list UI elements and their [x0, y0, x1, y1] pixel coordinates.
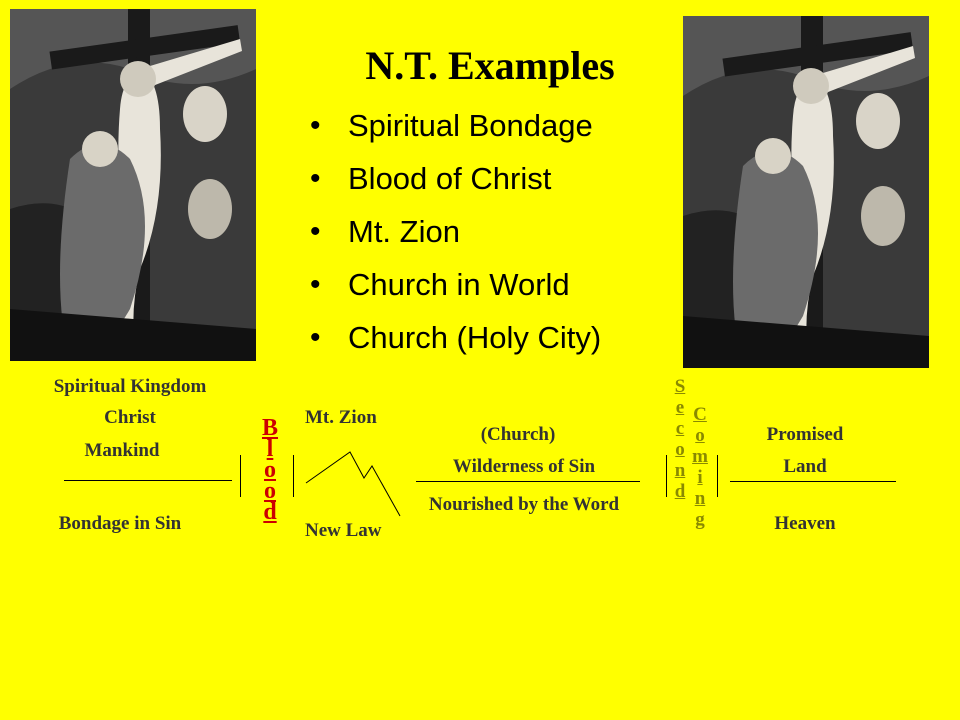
label-land: Land — [783, 456, 827, 477]
bullet-item — [310, 265, 601, 318]
letter: c — [675, 418, 685, 439]
timeline-segment-right — [730, 481, 896, 482]
crucifixion-image-left — [10, 9, 256, 361]
label-bondage-in-sin: Bondage in Sin — [58, 513, 182, 534]
letter: m — [692, 446, 708, 467]
bullet-item — [310, 159, 601, 212]
divider-line — [293, 455, 294, 497]
label-wilderness-of-sin: Wilderness of Sin — [452, 456, 596, 477]
letter: o — [264, 478, 276, 504]
bullet-text: Mt. Zion — [348, 214, 460, 249]
slide-title: N.T. Examples — [365, 43, 615, 88]
letter: g — [695, 509, 705, 530]
bullet-text: Blood of Christ — [348, 161, 552, 196]
letter: S — [674, 376, 686, 397]
label-new-law: New Law — [305, 520, 382, 541]
letter: l — [266, 436, 274, 462]
divider-line — [666, 455, 667, 497]
label-promised: Promised — [766, 424, 844, 445]
letter: o — [264, 457, 276, 483]
label-church: (Church) — [480, 424, 556, 445]
letter: d — [674, 481, 686, 502]
divider-line — [240, 455, 241, 497]
bullet-text: Church (Holy City) — [348, 320, 602, 355]
bullet-list — [310, 106, 601, 371]
bullet-dot-icon: • — [310, 162, 321, 195]
bullet-dot-icon: • — [310, 268, 321, 301]
letter: C — [693, 404, 707, 425]
bullet-text: Church in World — [348, 267, 570, 302]
bullet-dot-icon: • — [310, 109, 321, 142]
letter: i — [697, 467, 703, 488]
crucifixion-engraving — [683, 16, 929, 368]
bullet-item — [310, 318, 601, 371]
label-nourished-by-the-word: Nourished by the Word — [428, 494, 620, 515]
letter: B — [261, 415, 278, 441]
label-heaven: Heaven — [774, 513, 836, 534]
label-spiritual-kingdom: Spiritual Kingdom — [53, 376, 207, 397]
bullet-item — [310, 106, 601, 159]
bullet-dot-icon: • — [310, 215, 321, 248]
coming-vertical-word — [688, 404, 712, 530]
bullet-item — [310, 212, 601, 265]
bullet-text: Spiritual Bondage — [348, 108, 593, 143]
divider-line — [717, 455, 718, 497]
letter: o — [695, 425, 705, 446]
letter: n — [674, 460, 686, 481]
crucifixion-engraving — [10, 9, 256, 361]
timeline-segment-middle — [416, 481, 640, 482]
second-vertical-word — [672, 376, 688, 502]
letter: e — [675, 397, 685, 418]
letter: d — [263, 499, 277, 525]
timeline-segment-left — [64, 480, 232, 481]
label-christ: Christ — [104, 407, 156, 428]
letter: o — [675, 439, 685, 460]
blood-vertical-word — [258, 415, 282, 525]
letter: n — [694, 488, 706, 509]
label-mt-zion: Mt. Zion — [305, 407, 377, 428]
crucifixion-image-right — [683, 16, 929, 368]
bullet-dot-icon: • — [310, 321, 321, 354]
label-mankind: Mankind — [84, 440, 160, 461]
